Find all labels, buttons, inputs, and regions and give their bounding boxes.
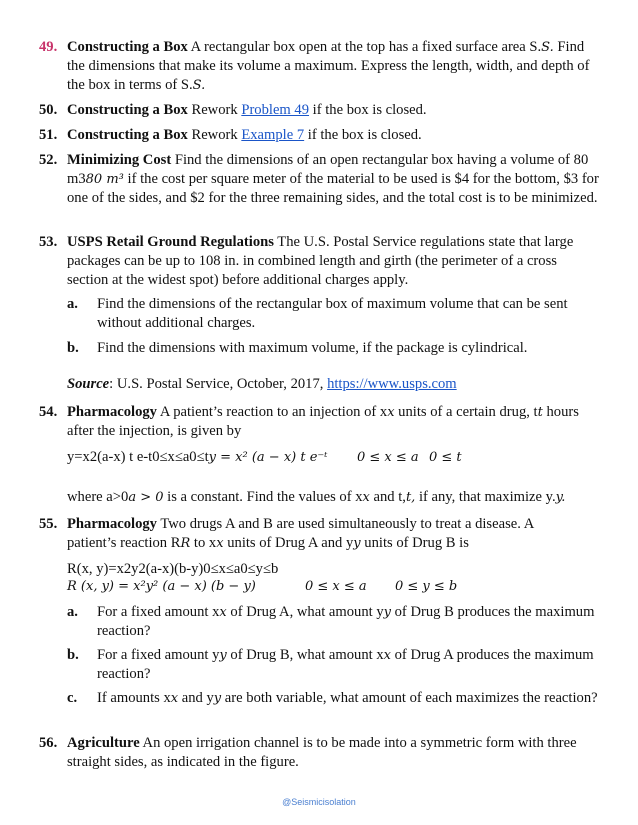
problem-body [67, 151, 599, 208]
text: of Drug A, what amount y [226, 604, 384, 620]
problem-title: Constructing a Box [67, 102, 188, 118]
subpart-label: b. [67, 340, 79, 356]
subpart-label: a. [67, 604, 78, 620]
math-symbol: R [180, 536, 191, 551]
math-symbol: t [537, 405, 543, 420]
problem-number: 56. [39, 735, 58, 751]
math-symbol: x [362, 490, 370, 505]
problem-text: if the box is closed. [309, 102, 427, 118]
text: of Drug B produces the maximum reaction? [97, 604, 595, 639]
problem-number: 52. [39, 152, 58, 168]
math-symbol: x [387, 405, 395, 420]
problem-title: Pharmacology [67, 404, 157, 420]
watermark: @Seismicisolation [282, 797, 356, 807]
problem-text: is a constant. Find the values of x [163, 489, 363, 505]
problem-number: 53. [39, 234, 58, 250]
usps-link[interactable]: https://www.usps.com [327, 376, 457, 392]
equation-plain: R(x, y)=x2y2(a-x)(b-y)0≤x≤a0≤y≤b [67, 561, 279, 577]
problem-text: if the box is closed. [304, 127, 422, 143]
problem-text: A rectangular box open at the top has a fixed surface area S. [187, 39, 542, 55]
problem-body [67, 403, 599, 441]
math-symbol: x [216, 536, 224, 551]
problem-text: The U.S. Postal Service regulations state that large packages can be up to 108 in. in combined length and girth (the perimeter of a cross section at the widest spot) before additional charges apply. [67, 234, 574, 288]
text: For a fixed amount y [97, 647, 220, 663]
problem-49 [39, 38, 599, 96]
problem-text: Two drugs A and B are used simultaneously to treat a disease. A [156, 516, 535, 532]
example-7-link[interactable]: Example 7 [241, 127, 305, 143]
text: For a fixed amount x [97, 604, 220, 620]
problem-text: Find the dimensions of an open rectangular box having a volume of [171, 152, 570, 168]
problem-text: if any, that maximize y. [415, 489, 556, 505]
equation-55-math [67, 577, 487, 596]
problem-title: Agriculture [67, 735, 140, 751]
problem-title: Minimizing Cost [67, 152, 172, 168]
problem-text: Rework [187, 127, 242, 143]
problem-title: Pharmacology [67, 516, 157, 532]
math-symbol: y [353, 536, 361, 551]
math-symbol: t, [405, 490, 416, 505]
subpart-text [97, 646, 599, 684]
problem-number: 55. [39, 516, 58, 532]
text: and y [178, 690, 214, 706]
source-line [67, 375, 457, 394]
problem-number: 51. [39, 127, 58, 143]
problem-text: units of Drug A and y [223, 535, 354, 551]
math-symbol: x [219, 605, 227, 620]
subpart-text [97, 689, 599, 708]
math-symbol: y [219, 648, 227, 663]
source-label: Source [67, 376, 110, 392]
problem-title: Constructing a Box [67, 39, 188, 55]
problem-text: and t, [369, 489, 406, 505]
problem-text: A patient’s reaction to an injection of x [156, 404, 388, 420]
math-symbol: S. [192, 78, 206, 93]
problem-body [67, 126, 599, 145]
text: of Drug A produces the maximum reaction? [97, 647, 594, 682]
problem-body [67, 233, 599, 290]
problem-number: 50. [39, 102, 58, 118]
problem-text: units of Drug B is [360, 535, 469, 551]
subpart-text: Find the dimensions with maximum volume, if the package is cylindrical. [97, 340, 528, 356]
problem-body [67, 38, 599, 95]
problem-number: 54. [39, 404, 58, 420]
problem-text: hours after the injection, is given by [67, 404, 579, 439]
equation-condition: 0 ≤ y ≤ b [395, 579, 458, 594]
subpart-text: Find the dimensions of the rectangular box of maximum volume that can be sent without additional charges. [97, 296, 568, 331]
problem-49-link[interactable]: Problem 49 [241, 102, 310, 118]
math-symbol: a > 0 [128, 490, 164, 505]
equation-condition: 0 ≤ x ≤ a [357, 450, 419, 465]
text: of Drug B, what amount x [226, 647, 384, 663]
problem-text: units of a certain drug, t [394, 404, 538, 420]
problem-text: Find the dimensions that make its volume a maximum. Express the length, width, and depth of the box in terms of S. [67, 39, 590, 93]
math-symbol: x [170, 691, 179, 706]
math-symbol: y. [555, 490, 566, 505]
problem-number: 49. [39, 39, 58, 55]
equation-54 [67, 448, 462, 467]
math-symbol: x [383, 648, 391, 663]
problem-text: where a>0 [67, 489, 129, 505]
problem-text: if the cost per square meter of the material to be used is $4 for the bottom, $3 for one of the sides, and $2 for the three remaining sides, and the total cost is to be minimized. [67, 171, 599, 206]
math-symbol: S. [541, 40, 554, 55]
math-symbol: y [213, 691, 222, 706]
problem-text: patient’s reaction R [67, 535, 181, 551]
math-symbol: y [383, 605, 391, 620]
equation-math: y = x² (a − x) t e⁻ᵗ [208, 450, 328, 465]
subpart-label: c. [67, 690, 78, 706]
problem-title: Constructing a Box [67, 127, 188, 143]
subpart-label: b. [67, 647, 79, 663]
where-line-54 [67, 488, 565, 507]
equation-condition: 0 ≤ x ≤ a [305, 579, 367, 594]
equation-plain: y=x2(a-x) t e-t0≤x≤a0≤t [67, 449, 209, 465]
problem-text: Rework [187, 102, 242, 118]
subpart-text [97, 603, 599, 641]
problem-body [67, 515, 599, 553]
problem-text: An open irrigation channel is to be made into a symmetric form with three straight sides, as indicated in the figure. [67, 735, 577, 770]
problem-text: to x [190, 535, 217, 551]
equation-condition: 0 ≤ t [429, 450, 462, 465]
problem-body [67, 101, 599, 120]
source-text: : U.S. Postal Service, October, 2017, [109, 376, 328, 392]
volume-math: 80 m³ [85, 172, 124, 187]
volume-plain: 80 m3 [67, 152, 589, 187]
text: If amounts x [97, 690, 171, 706]
problem-title: USPS Retail Ground Regulations [67, 234, 274, 250]
text: are both variable, what amount of each maximizes the reaction? [221, 690, 598, 706]
subpart-label: a. [67, 296, 78, 312]
equation-math: R (x, y) = x²y² (a − x) (b − y) [67, 579, 256, 594]
problem-body [67, 734, 599, 772]
